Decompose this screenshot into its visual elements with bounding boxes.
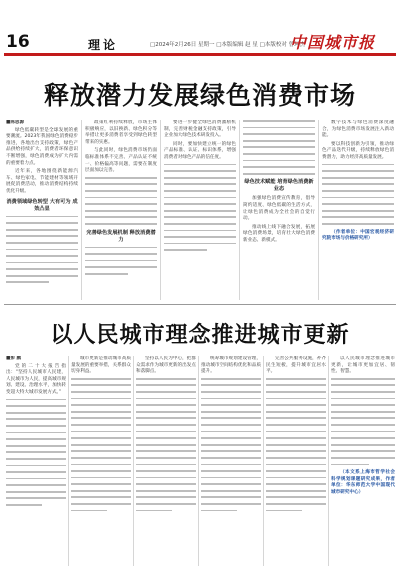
section-title: 理论 xyxy=(88,38,119,52)
paragraph: 坚持以人民为中心，把群众需求作为城市更新的出发点和落脚点。 xyxy=(136,356,196,375)
column-separator xyxy=(239,120,240,300)
article1-subhead-1: 消费领域绿色转型 大有可为 成效凸显 xyxy=(6,198,78,212)
article1-byline: ■陈思源 xyxy=(6,120,25,125)
article1-column-2 xyxy=(85,120,157,300)
paragraph: 与此同时，绿色消费市场仍面临标准体系不完善、产品认证不统一、价格偏高等问题，需要在制度层面加以完善。 xyxy=(85,148,157,174)
text-lines xyxy=(71,378,131,512)
column-separator xyxy=(68,356,69,566)
text-lines xyxy=(85,177,157,225)
research-note: （本文系上海市哲学社会科学规划课题研究成果，作者单位：华东师范大学中国现代城市研究中心） xyxy=(331,470,395,495)
text-lines xyxy=(201,378,261,512)
paragraph: 党的二十大报告指出：“坚持人民城市人民建，人民城市为人民，提高城市规划、建设、治理水平，加快转变超大特大城市发展方式。” xyxy=(6,363,66,395)
article2-column-4 xyxy=(201,356,261,566)
paragraph: 以人民城市理念推进城市更新，让城市更加宜居、韧性、智慧。 xyxy=(331,356,395,375)
text-lines xyxy=(136,378,196,512)
paragraph: 推动线上线下融合发展，拓展绿色消费场景，培育壮大绿色消费新业态、新模式。 xyxy=(243,224,315,243)
column-separator xyxy=(160,120,161,300)
article1-column-5 xyxy=(322,120,394,300)
paragraph: 完善公共服务设施，补齐民生短板，提升城市宜居水平。 xyxy=(266,356,326,375)
article2-byline: ■彭 鹏 xyxy=(6,356,22,361)
page-header xyxy=(0,0,400,58)
author-note: （作者单位：中国宏观经济研究院市场与价格研究所） xyxy=(322,229,394,242)
article1-subhead-2: 完善绿色发展机制 释放消费潜力 xyxy=(86,229,156,243)
text-lines xyxy=(6,399,66,506)
article2-column-6 xyxy=(331,356,395,566)
newspaper-logo: 中国城市报 xyxy=(290,33,376,52)
article2-column-2 xyxy=(71,356,131,566)
paragraph: 要进一步健全绿色消费激励机制，完善财税金融支持政策，引导企业加大绿色技术研发投入。 xyxy=(164,120,236,139)
column-separator xyxy=(328,356,329,566)
text-lines xyxy=(331,378,395,466)
paragraph: 数字技术与绿色消费深度融合，为绿色消费市场发展注入新动能。 xyxy=(322,120,394,139)
column-separator xyxy=(81,120,82,300)
section-divider xyxy=(4,304,396,305)
text-lines xyxy=(322,164,394,225)
text-lines xyxy=(243,120,315,175)
article2-headline: 以人民城市理念推进城市更新 xyxy=(50,322,350,348)
column-separator xyxy=(263,356,264,566)
paragraph: 政策红利持续释放，市场主体积极响应，以旧换新、绿色积分等举措让更多消费者享受到绿色转型带来的实惠。 xyxy=(85,120,157,145)
article2-column-5 xyxy=(266,356,326,566)
column-separator xyxy=(318,120,319,300)
text-lines xyxy=(266,378,326,512)
article1-subhead-3: 绿色技术赋能 培育绿色消费新业态 xyxy=(244,179,314,193)
paragraph: 城市更新是推动城市高质量发展的重要举措，关系群众切身利益。 xyxy=(71,356,131,375)
column-separator xyxy=(198,356,199,566)
article2-column-3 xyxy=(136,356,196,566)
paragraph: 统筹城市规划建设管理，推动城市空间结构优化和品质提升。 xyxy=(201,356,261,375)
issue-line: □2024年2月26日 星期一 □本版编辑 赵 星 □本版校对 曾珂杰 xyxy=(150,42,306,48)
paragraph: 同时，要加快建立统一的绿色产品标准、认证、标识体系，增强消费者对绿色产品的信任度。 xyxy=(164,141,236,160)
article1-column-4 xyxy=(243,120,315,300)
text-lines xyxy=(164,164,236,252)
article2-column-1 xyxy=(6,356,66,566)
text-lines xyxy=(6,216,78,284)
article1-column-1 xyxy=(6,120,78,300)
column-separator xyxy=(133,356,134,566)
text-lines xyxy=(85,247,157,275)
paragraph: 加强绿色消费宣传教育，倡导简约适度、绿色低碳的生活方式，让绿色消费成为全社会的自觉行动。 xyxy=(243,196,315,222)
paragraph: 要以科技创新为引领，推动绿色产品迭代升级，持续释放绿色消费潜力，助力经济高质量发展。 xyxy=(322,141,394,160)
header-rule xyxy=(4,53,396,56)
article1-column-3 xyxy=(164,120,236,300)
article1-headline: 释放潜力发展绿色消费市场 xyxy=(43,81,356,110)
paragraph: 近年来，各地围绕新能源汽车、绿色家电、节能建材等领域开展促消费活动，推动消费结构持续优化升级。 xyxy=(6,169,78,194)
page-number: 16 xyxy=(6,32,30,52)
paragraph: 绿色低碳转型是全球发展的重要潮流。2023年我国绿色消费稳步推进，各地出台支持政策，绿色产品供给持续扩大，消费者环保意识不断增强，绿色消费成为扩大内需的重要着力点。 xyxy=(6,127,78,166)
